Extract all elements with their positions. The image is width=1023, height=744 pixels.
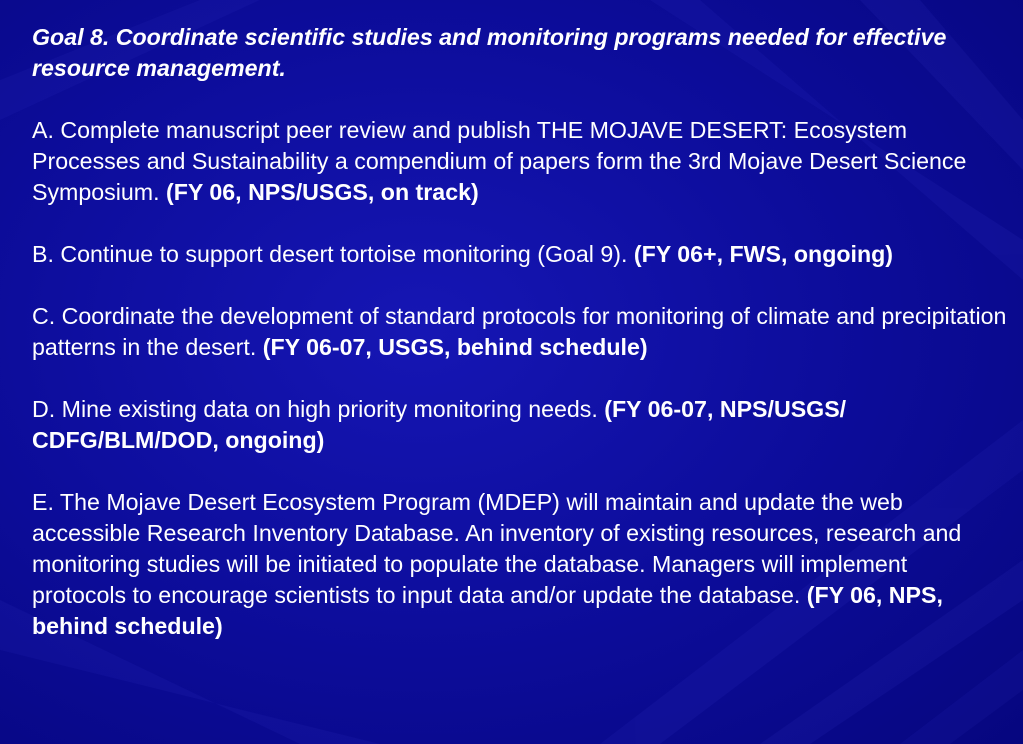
- item-status: (FY 06+, FWS, ongoing): [633, 241, 894, 267]
- item-text: D. Mine existing data on high priority monitoring needs.: [32, 396, 605, 422]
- item-status: (FY 06-07, USGS, behind schedule): [262, 334, 648, 360]
- item-status: (FY 06, NPS, behind schedule): [32, 582, 943, 639]
- slide-content: [32, 22, 1007, 673]
- goal-item-e: [32, 487, 1007, 642]
- item-text: B. Continue to support desert tortoise monitoring (Goal 9).: [32, 241, 634, 267]
- slide-title: Goal 8. Coordinate scientific studies and monitoring programs needed for effective resource management.: [32, 24, 947, 81]
- goal-item-c: [32, 301, 1007, 363]
- item-status: (FY 06, NPS/USGS, on track): [166, 179, 479, 205]
- goal-item-a: [32, 115, 1007, 208]
- item-status: (FY 06-07, NPS/USGS/ CDFG/BLM/DOD, ongoing): [32, 396, 847, 453]
- item-text: A. Complete manuscript peer review and publish THE MOJAVE DESERT: Ecosystem Processes and Sustainability a compendium of papers form the 3rd Mojave Desert Science Symposium.: [32, 117, 967, 205]
- goal-item-d: [32, 394, 1007, 456]
- goal-item-b: [32, 239, 1007, 270]
- item-text: C. Coordinate the development of standard protocols for monitoring of climate and precipitation patterns in the desert.: [32, 303, 1007, 360]
- item-text: E. The Mojave Desert Ecosystem Program (MDEP) will maintain and update the web accessible Research Inventory Database. An inventory of existing resources, research and monitoring studies will be initiated to populate the database. Managers will implement protocols to encourage scientists to input data and/or update the database.: [32, 489, 962, 608]
